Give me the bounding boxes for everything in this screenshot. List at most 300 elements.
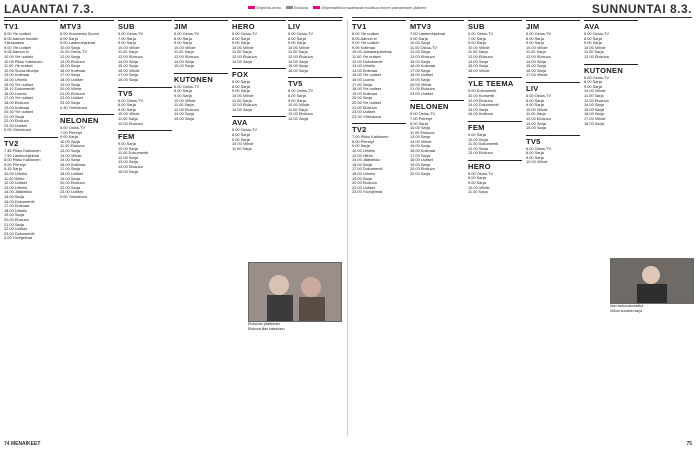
program-listing: 19.00 Sarja: [410, 76, 430, 82]
channel-block: [584, 64, 638, 127]
program-listing: 15.10 Dokumentti: [4, 86, 35, 92]
program-listing: 6.00 Huomenta Suomi: [60, 31, 99, 36]
program-listing: 10.00 Jumalanpalvelus: [352, 49, 392, 55]
program-listing: 13.00 Urheilu: [352, 63, 376, 69]
channel-name: KUTONEN: [584, 64, 638, 75]
program-listing: 16.00 Luonto: [4, 90, 27, 96]
program-listing: 11.00 Ostos-TV: [410, 44, 437, 50]
program-listing: 11.00 Yle uutiset: [4, 63, 33, 69]
channel-name: JIM: [174, 20, 228, 31]
program-listing: 18.00 Sarja: [118, 76, 138, 82]
right-page-column: [468, 20, 522, 432]
program-listing: 12.00 Elokuva: [584, 97, 609, 103]
program-listing: 9.00 Sarja: [526, 102, 544, 108]
program-listing: 17.00 Yle uutiset: [4, 95, 33, 101]
program-listing: 12.00 Elokuva: [232, 53, 257, 59]
program-listing: 16.00 Sarja: [288, 67, 308, 73]
program-listing: 17.00 Sarja: [410, 67, 430, 73]
program-listing: 5.00 Ostos-TV: [468, 31, 494, 36]
program-listing: 9.00 Sarja: [118, 141, 136, 147]
legend-swatch-icon: [286, 6, 293, 9]
program-listing: 20.00 Elokuva: [352, 180, 377, 186]
program-listing: 18.00 Uutiset: [60, 76, 83, 82]
program-listing: 10.00 Viihde: [288, 102, 310, 108]
program-listing: 10.00 Viihde: [526, 106, 548, 112]
program-listing: 14.00 Kotimaa: [352, 67, 378, 73]
left-page-column: [60, 20, 114, 432]
program-listing: 9.00 Yle uutiset: [352, 40, 379, 46]
program-listing: Ykkösaamu: [4, 40, 25, 46]
program-listing: 8.00 Pikku Kakkonen: [4, 157, 41, 163]
channel-block: [232, 68, 286, 112]
program-listing: 17.00 Viihde: [584, 115, 606, 121]
photo-image: [611, 259, 693, 303]
program-listing: 9.00 Sarja: [174, 92, 192, 98]
program-listing: 7.45 Pikku Kakkonen: [4, 148, 41, 154]
right-page-column: [526, 20, 580, 432]
program-listing: 13.00 Sarja: [410, 134, 430, 140]
channel-name: FOX: [232, 68, 286, 79]
channel-name: TV1: [352, 20, 406, 31]
program-listing: 21.00 Elokuva: [410, 86, 435, 92]
channel-block: [288, 20, 342, 73]
program-listing: 15.00 Sarja: [60, 63, 80, 69]
program-listing: 23.00 Uutiset: [60, 95, 83, 101]
channel-block: [174, 20, 228, 69]
program-listing: 16.00 Kotimaa: [60, 161, 86, 167]
channel-name: MTV3: [60, 20, 114, 31]
left-photo: [248, 262, 342, 322]
channel-block: [468, 77, 522, 117]
program-listing: 10.00 Sarja: [60, 138, 80, 144]
program-listing: 18.00 Urheilu: [352, 171, 376, 177]
right-photo-note: Viikon suosikki sarja: [610, 309, 643, 313]
program-listing: 10.00 Konsertti: [468, 92, 495, 98]
program-listing: 14.00 Jääkiekko: [4, 189, 33, 195]
program-listing: 9.00 Sarja: [118, 106, 136, 112]
program-listing: 7.00 Piirretyt: [410, 115, 432, 121]
program-listing: 0.00 Yöelokuva: [60, 194, 87, 199]
right-header-rule: [352, 17, 692, 18]
program-listing: 9.00 Sarja: [526, 154, 544, 160]
channel-name: HERO: [232, 20, 286, 31]
channel-block: [174, 73, 228, 122]
left-page-column: [232, 20, 286, 432]
program-listing: 12.00 Sarja: [468, 145, 488, 151]
program-listing: 11.00 Sarja: [232, 145, 252, 151]
program-listing: 9.00 Sarja: [288, 40, 306, 46]
program-listing: 8.00 Sarja: [584, 35, 602, 41]
program-listing: 8.00 Yle uutiset: [4, 31, 31, 36]
channel-name: HERO: [468, 160, 522, 171]
channel-name: KUTONEN: [174, 73, 228, 84]
channel-name: TV5: [118, 87, 172, 98]
program-listing: 19.00 Sarja: [352, 175, 372, 181]
program-listing: 10.00 Viihde: [584, 88, 606, 94]
program-listing: 12.00 Dokumentti: [352, 58, 383, 64]
legend-swatch-icon: [313, 6, 320, 9]
program-listing: 14.00 Sarja: [526, 120, 546, 126]
program-listing: 12.00 Elokuva: [118, 53, 143, 59]
program-listing: 19.00 Kotimaa: [352, 90, 378, 96]
program-listing: 9.00 Piirretyt: [4, 161, 26, 167]
program-listing: 11.00 Sarja: [526, 49, 546, 55]
program-listing: 12.00 Hiihto: [352, 152, 373, 158]
program-listing: 11.00 Hiihto: [4, 175, 25, 181]
program-listing: 17.00 Dokumentti: [352, 166, 383, 172]
program-listing: 7.00 Piirretyt: [60, 129, 82, 135]
program-listing: 14.00 Jääkiekko: [352, 157, 381, 163]
left-page-column: [118, 20, 172, 432]
channel-block: [526, 82, 580, 131]
program-listing: 9.00 Yle uutiset: [4, 44, 31, 50]
program-listing: 19.00 Sarja: [4, 212, 24, 218]
program-listing: 9.00 Sarja: [468, 40, 486, 46]
channel-block: [118, 20, 172, 83]
channel-block: [468, 121, 522, 156]
right-photo-caption: Illan elokuvasuositus: [610, 304, 644, 308]
left-page-column: [174, 20, 228, 432]
program-listing: 20.00 Elokuva: [410, 166, 435, 172]
program-listing: 11.00 Sarja: [584, 92, 604, 98]
program-listing: 0.30 Yöelokuva: [60, 104, 87, 110]
program-listing: 9.15 Sarja: [4, 166, 22, 172]
program-listing: 7.00 Sarja: [118, 35, 136, 41]
program-listing: 10.00 Sarja: [410, 40, 430, 46]
program-listing: 10.00 Sarja: [118, 145, 138, 151]
program-listing: 9.00 Sarja: [468, 180, 486, 186]
program-listing: 11.00 Sarja: [118, 115, 138, 121]
program-listing: 15.00 Sarja: [60, 157, 80, 163]
program-listing: 6.00 Sarja: [232, 79, 250, 85]
program-listing: 11.00 Sarja: [232, 49, 252, 55]
program-listing: 13.00 Elokuva: [60, 58, 85, 64]
program-listing: 12.05 Suora lähetys: [4, 67, 39, 73]
program-listing: 9.00 Sarja: [288, 97, 306, 103]
program-listing: 12.00 Elokuva: [288, 53, 313, 59]
program-listing: 17.00 Sarja: [118, 72, 138, 78]
channel-block: [232, 20, 286, 64]
program-listing: 8.00 Piirretyt: [352, 138, 374, 144]
channel-name: LIV: [526, 82, 580, 93]
program-listing: 21.00 Elokuva: [60, 90, 85, 96]
program-listing: 9.00 Sarja: [352, 143, 370, 149]
channel-name: SUB: [468, 20, 522, 31]
program-listing: 11.00 Sarja: [288, 49, 308, 55]
program-listing: 16.00 Dokumentti: [4, 198, 35, 204]
program-listing: 10.00 Sarja: [468, 136, 488, 142]
program-listing: 15.00 Sarja: [468, 106, 488, 112]
program-listing: 20.30 Yle uutiset: [4, 109, 33, 115]
program-listing: 16.00 Luonto: [352, 76, 375, 82]
program-listing: 8.00 Sarja: [526, 35, 544, 41]
program-listing: 6.00 Ostos-TV: [174, 83, 200, 89]
program-listing: 16.00 Kotimaa: [410, 63, 436, 69]
program-listing: 8.00 Sarja: [288, 35, 306, 41]
program-listing: 23.30 Uutiset: [4, 122, 27, 128]
channel-name: TV2: [352, 123, 406, 134]
program-listing: 21.00 Sarja: [4, 221, 24, 227]
program-listing: 17.00 Sarja: [60, 166, 80, 172]
program-listing: 16.00 Kulttuuri: [468, 111, 494, 117]
left-page-title: LAUANTAI 7.3.: [4, 2, 95, 16]
program-listing: 20.30 Yle uutiset: [352, 99, 381, 105]
program-listing: 14.00 Sarja: [174, 111, 194, 117]
program-listing: 15.00 Sarja: [410, 58, 430, 64]
channel-name: YLE TEEMA: [468, 77, 522, 88]
program-listing: 7.00 Sarja: [468, 35, 486, 41]
program-listing: 11.00 Dokumentti: [118, 150, 149, 156]
program-listing: 15.00 Sarja: [584, 106, 604, 112]
program-listing: 15.00 Sarja: [174, 63, 194, 69]
program-listing: 14.00 Dokumentti: [468, 102, 499, 108]
program-listing: 12.00 Elokuva: [288, 111, 313, 117]
program-listing: 19.00 Sarja: [60, 81, 80, 87]
program-listing: 13.00 Kotimaa: [4, 72, 30, 78]
program-listing: 8.05 Aamun muotiin: [4, 35, 39, 41]
program-listing: 8.00 Sarja: [526, 150, 544, 156]
program-listing: 15.00 Sarja: [4, 194, 24, 199]
channel-name: NELONEN: [60, 114, 114, 125]
program-listing: 8.00 Yle uutiset: [352, 31, 379, 36]
channel-name: LIV: [288, 20, 342, 31]
program-listing: 7.00 Pikku Kakkonen: [352, 134, 389, 140]
program-listing: 18.00 Yle uutiset: [352, 86, 381, 92]
program-listing: 14.00 Urheilu: [4, 76, 28, 82]
program-listing: 16.00 Viihde: [468, 67, 490, 73]
program-listing: 16.00 Sarja: [118, 168, 138, 174]
program-listing: 11.00 Yle uutiset: [352, 53, 381, 59]
program-listing: 12.00 Sarja: [60, 53, 80, 59]
program-listing: 14.00 Sarja: [232, 106, 252, 112]
program-listing: 23.00 Yöohjelmat: [352, 189, 383, 195]
channel-block: [118, 87, 172, 127]
program-listing: 12.00 Elokuva: [468, 97, 493, 103]
program-listing: 11.00 Sarja: [288, 106, 308, 112]
program-listing: 18.00 Uutiset: [410, 157, 433, 163]
program-listing: 18.00 Uutiset: [60, 171, 83, 177]
program-listing: 23.00 Uutiset: [410, 90, 433, 96]
program-listing: 11.00 Dokumentti: [468, 141, 499, 147]
legend-item: Ohjelmatiedot saattavat muuttua ennen painamisen jälkeen: [313, 5, 426, 10]
program-listing: 10.00 Sarja: [410, 125, 430, 131]
program-listing: 11.00 Sarja: [174, 102, 194, 108]
channel-block: [468, 160, 522, 195]
program-listing: 9.00 Dokumentti: [468, 88, 497, 94]
channel-name: AVA: [584, 20, 638, 31]
legend-item: Elokuva: [286, 5, 308, 10]
program-listing: 8.00 Sarja: [468, 175, 486, 181]
program-listing: 5.00 Ostos-TV: [60, 125, 86, 131]
program-listing: 13.00 Elokuva: [468, 150, 493, 156]
program-listing: 6.00 Ostos-TV: [526, 145, 552, 151]
program-listing: 16.00 Kotimaa: [60, 67, 86, 73]
program-listing: 10.00 Urheilu: [352, 148, 376, 154]
channel-block: [60, 114, 114, 200]
program-listing: 19.00 Sarja: [410, 161, 430, 167]
program-listing: 21.00 Elokuva: [352, 104, 377, 110]
program-listing: 15.00 Yle uutiset: [352, 72, 381, 78]
program-listing: 18.00 Sarja: [584, 120, 604, 126]
program-listing: 17.00 Sarja: [410, 152, 430, 158]
program-listing: 17.00 Sarja: [352, 81, 372, 87]
program-listing: 9.00 Sarja: [118, 40, 136, 46]
right-page-column: [410, 20, 464, 432]
program-listing: 19.00 Sarja: [60, 175, 80, 181]
program-listing: 15.00 Sarja: [288, 63, 308, 69]
program-listing: 9.00 Sarja: [232, 136, 250, 142]
program-listing: 8.05 Aamun tv: [352, 35, 377, 41]
program-listing: 10.00 Viihde: [174, 97, 196, 103]
program-listing: 14.00 Viihde: [410, 138, 432, 144]
program-listing: 8.00 Sarja: [232, 35, 250, 41]
program-listing: 11.00 Sarja: [174, 49, 194, 55]
program-listing: 14.00 Sarja: [468, 58, 488, 64]
program-listing: 12.00 Elokuva: [526, 115, 551, 121]
program-listing: 23.00 Uutiset: [60, 189, 83, 195]
channel-block: [232, 116, 286, 151]
program-listing: 7.00 Lastenohjelmat: [410, 31, 446, 36]
program-listing: 12.00 Sarja: [410, 49, 430, 55]
channel-block: [526, 20, 580, 78]
photo-image: [249, 263, 341, 321]
program-listing: 13.00 Urheilu: [4, 184, 28, 190]
program-listing: 8.00 Sarja: [584, 79, 602, 85]
program-listing: 15.00 Sarja: [410, 143, 430, 149]
program-listing: 23.00 Uutiset: [352, 109, 375, 115]
left-folio: 74 MENAIKEET: [4, 441, 41, 447]
channel-block: [410, 20, 464, 96]
left-header-rule: [4, 17, 343, 18]
program-listing: 6.00 Ostos-TV: [174, 31, 200, 36]
program-listing: 6.00 Ostos-TV: [526, 31, 552, 36]
program-listing: 6.00 Ostos-TV: [584, 31, 610, 36]
program-listing: 10.00 Yle uutiset: [4, 53, 33, 59]
program-listing: 23.00 Dokumentti: [4, 230, 35, 236]
program-listing: 6.00 Ostos-TV: [468, 170, 494, 176]
right-page-column: [352, 20, 406, 432]
channel-block: [352, 123, 406, 195]
right-folio: 75: [686, 441, 692, 447]
program-listing: 12.00 Elokuva: [118, 120, 143, 126]
channel-name: TV1: [4, 20, 58, 31]
program-listing: 6.00 Ostos-TV: [232, 31, 258, 36]
right-page-title: SUNNUNTAI 8.3.: [591, 2, 692, 16]
program-listing: 9.05 Kotimaa: [352, 44, 375, 50]
channel-block: [584, 20, 638, 60]
program-listing: 9.00 Sarja: [468, 131, 486, 137]
program-listing: 12.00 Uutiset: [4, 180, 27, 186]
program-listing: 6.00 Ostos-TV: [584, 74, 610, 80]
program-listing: 12.00 Elokuva: [232, 102, 257, 108]
program-listing: 12.00 Elokuva: [174, 53, 199, 59]
program-listing: 9.00 Sarja: [584, 40, 602, 46]
program-listing: 22.00 Uutiset: [352, 184, 375, 190]
program-listing: 14.00 Sarja: [232, 58, 252, 64]
program-listing: 18.00 Urheilu: [4, 207, 28, 213]
legend-item: Ohjelma-arvio: [248, 5, 281, 10]
program-listing: 15.00 Sarja: [468, 63, 488, 69]
program-listing: 12.00 Elokuva: [526, 53, 551, 59]
program-listing: 20.00 Elokuva: [60, 180, 85, 186]
program-listing: 17.00 Viihde: [526, 72, 548, 78]
program-listing: 6.00 Ostos-TV: [526, 92, 552, 98]
program-listing: 16.00 Sarja: [352, 161, 372, 167]
channel-block: [60, 20, 114, 110]
program-listing: 10.00 Viihde: [232, 141, 254, 147]
program-listing: 11.00 Sarja: [118, 49, 138, 55]
program-listing: 10.00 Viihde: [288, 44, 310, 50]
program-listing: 6.00 Ostos-TV: [118, 97, 144, 103]
program-listing: 10.00 Viihde: [468, 184, 490, 190]
program-listing: 19.00 Kotimaa: [4, 104, 30, 110]
program-listing: 16.00 Kotimaa: [410, 148, 436, 154]
program-listing: 10.00 Viihde: [118, 111, 140, 117]
channel-name: TV5: [288, 77, 342, 88]
legend-swatch-icon: [248, 6, 255, 9]
program-listing: 10.00 Viihde: [174, 44, 196, 50]
program-listing: 9.05 Aamun tv: [4, 49, 29, 55]
program-listing: 0.05 Yöelokuva: [4, 127, 31, 133]
program-listing: 15.00 Sarja: [526, 125, 546, 131]
channel-block: [410, 100, 464, 176]
program-listing: 15.00 Sarja: [526, 63, 546, 69]
program-listing: 16.00 Sarja: [526, 67, 546, 73]
channel-block: [4, 20, 58, 133]
program-listing: 9.00 Sarja: [526, 40, 544, 46]
program-listing: 9.00 Lastenohjelmat: [60, 40, 96, 46]
left-page-column: [288, 20, 342, 432]
program-listing: 10.05 Pikku Kakkonen: [4, 58, 43, 64]
program-listing: 9.00 Sarja: [60, 134, 78, 140]
program-listing: 13.00 Elokuva: [410, 53, 435, 59]
left-photo-caption: Elokuvan päätähdet: [248, 322, 280, 326]
channel-block: [288, 77, 342, 121]
channel-name: AVA: [232, 116, 286, 127]
program-listing: 8.00 Sarja: [174, 88, 192, 94]
program-listing: 14.00 Sarja: [288, 115, 308, 121]
channel-name: SUB: [118, 20, 172, 31]
program-listing: 9.00 Sarja: [174, 40, 192, 46]
program-listing: 14.00 Sarja: [288, 58, 308, 64]
program-listing: 23.30 Sarja: [60, 99, 80, 105]
program-listing: 17.00 Kotimaa: [4, 203, 30, 209]
program-listing: 12.00 Elokuva: [468, 53, 493, 59]
program-listing: 18.00 Uutiset: [410, 72, 433, 78]
channel-name: NELONEN: [410, 100, 464, 111]
program-listing: 5.00 Ostos-TV: [118, 31, 144, 36]
program-listing: 14.00 Viihde: [60, 152, 82, 158]
right-photo: [610, 258, 694, 304]
program-listing: 10.00 Viihde: [526, 44, 548, 50]
program-listing: 15.00 Sarja: [174, 115, 194, 121]
program-listing: 21.00 Sarja: [4, 113, 24, 119]
program-listing: 12.00 Elokuva: [174, 106, 199, 112]
channel-block: [468, 20, 522, 73]
program-listing: 14.00 Sarja: [526, 58, 546, 64]
program-listing: 11.00 Elokuva: [60, 143, 85, 149]
program-listing: 14.00 Sarja: [174, 58, 194, 64]
program-listing: 20.00 Sarja: [352, 95, 372, 101]
channel-name: FEM: [118, 130, 172, 141]
program-listing: 8.00 Sarja: [232, 83, 250, 89]
program-listing: 15.00 Yle uutiset: [4, 81, 33, 87]
channel-name: TV2: [4, 137, 58, 148]
program-listing: 6.00 Ostos-TV: [288, 88, 314, 94]
program-listing: 13.00 Sarja: [60, 148, 80, 154]
program-listing: 10.00 Viihde: [232, 92, 254, 98]
program-listing: 8.00 Sarja: [232, 131, 250, 137]
